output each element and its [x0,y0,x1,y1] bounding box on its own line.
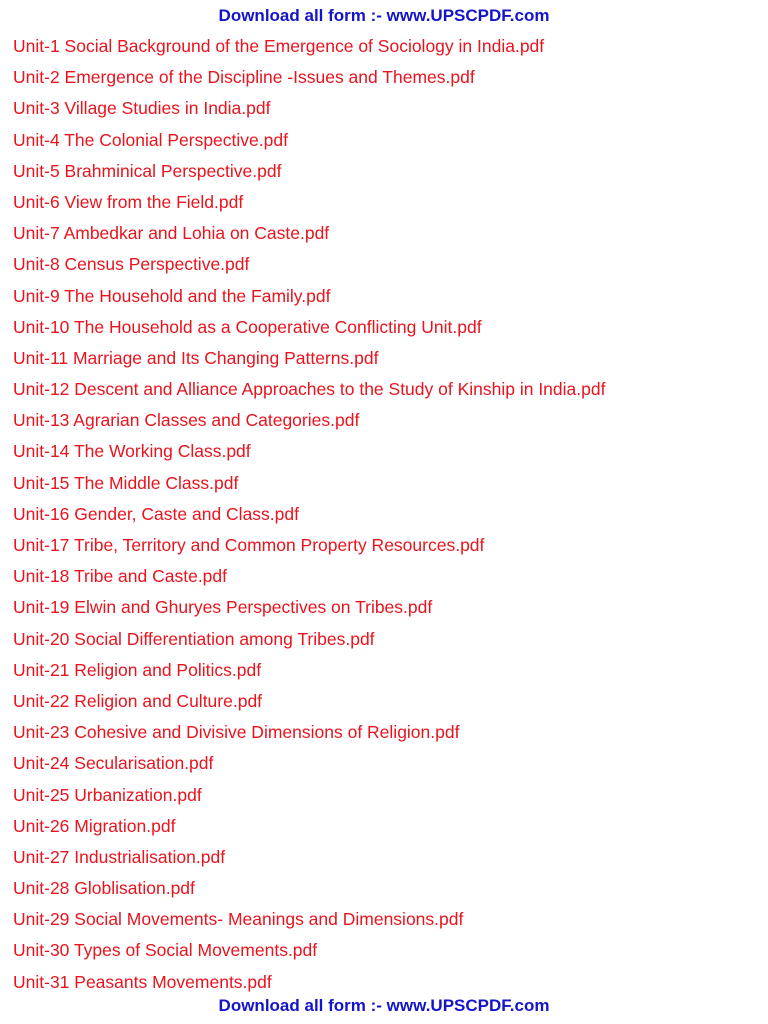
file-link[interactable]: Unit-21 Religion and Politics.pdf [13,659,262,680]
file-link[interactable]: Unit-30 Types of Social Movements.pdf [13,940,318,961]
file-link[interactable]: Unit-20 Social Differentiation among Tribes.pdf [13,628,375,649]
file-link[interactable]: Unit-29 Social Movements- Meanings and Dimensions.pdf [13,909,464,930]
file-link[interactable]: Unit-13 Agrarian Classes and Categories.pdf [13,410,360,431]
file-link[interactable]: Unit-17 Tribe, Territory and Common Property Resources.pdf [13,535,485,555]
file-link[interactable]: Unit-5 Brahminical Perspective.pdf [13,160,282,181]
file-link[interactable]: Unit-1 Social Background of the Emergence of Sociology in India.pdf [13,36,545,56]
file-link[interactable]: Unit-11 Marriage and Its Changing Patterns.pdf [13,347,379,368]
file-link[interactable]: Unit-8 Census Perspective.pdf [13,254,250,275]
file-link[interactable]: Unit-15 The Middle Class.pdf [13,472,239,493]
file-link[interactable]: Unit-31 Peasants Movements.pdf [13,971,272,992]
file-link[interactable]: Unit-14 The Working Class.pdf [13,441,251,462]
download-banner-top[interactable]: Download all form :- www.UPSCPDF.com [218,6,550,25]
download-banner-bottom[interactable]: Download all form :- www.UPSCPDF.com [218,996,550,1015]
file-link[interactable]: Unit-18 Tribe and Caste.pdf [13,566,228,587]
file-link[interactable]: Unit-3 Village Studies in India.pdf [13,98,271,119]
file-link[interactable]: Unit-6 View from the Field.pdf [13,191,244,212]
file-link[interactable]: Unit-12 Descent and Alliance Approaches to the Study of Kinship in India.pdf [13,379,606,400]
file-link[interactable]: Unit-23 Cohesive and Divisive Dimensions of Religion.pdf [13,722,460,743]
file-link[interactable]: Unit-9 The Household and the Family.pdf [13,285,331,306]
file-link[interactable]: Unit-22 Religion and Culture.pdf [13,690,263,711]
file-link[interactable]: Unit-24 Secularisation.pdf [13,753,214,774]
file-link[interactable]: Unit-7 Ambedkar and Lohia on Caste.pdf [13,223,330,244]
file-list [13,32,763,999]
file-link[interactable]: Unit-2 Emergence of the Discipline -Issues and Themes.pdf [13,67,475,88]
file-link[interactable]: Unit-25 Urbanization.pdf [13,784,202,805]
file-link[interactable]: Unit-4 The Colonial Perspective.pdf [13,129,288,150]
file-link[interactable]: Unit-10 The Household as a Cooperative Conflicting Unit.pdf [13,316,482,337]
file-link[interactable]: Unit-19 Elwin and Ghuryes Perspectives on Tribes.pdf [13,597,433,618]
file-link[interactable]: Unit-16 Gender, Caste and Class.pdf [13,503,299,524]
file-link[interactable]: Unit-28 Globlisation.pdf [13,878,195,899]
file-link[interactable]: Unit-27 Industrialisation.pdf [13,846,226,867]
file-link[interactable]: Unit-26 Migration.pdf [13,815,176,836]
